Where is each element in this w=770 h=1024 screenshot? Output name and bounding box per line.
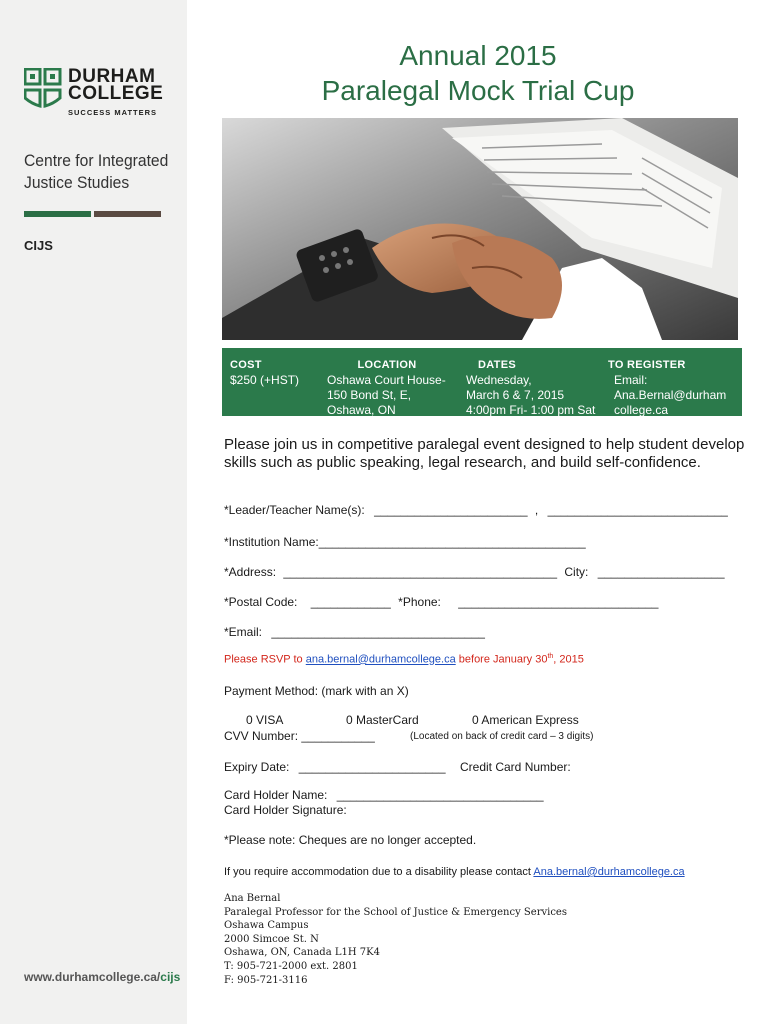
sidebar — [0, 0, 187, 1024]
centre-name-line2: Justice Studies — [24, 173, 130, 192]
postal-label: *Postal Code: — [224, 595, 298, 609]
rsvp-prefix: Please RSVP to — [224, 653, 306, 666]
institution-field[interactable] — [224, 535, 586, 549]
email-field[interactable] — [224, 625, 485, 639]
website-link[interactable] — [24, 970, 180, 984]
expiry-label: Expiry Date: — [224, 760, 290, 774]
website-accent: cijs — [160, 970, 181, 984]
contact-street: 2000 Simcoe St. N — [224, 933, 319, 945]
city-blank[interactable]: ___________________ — [597, 565, 725, 579]
handshake-photo — [222, 118, 738, 340]
register-line3[interactable]: college.ca — [614, 403, 669, 417]
location-column — [327, 358, 447, 418]
dates-column — [466, 358, 595, 418]
cvv-field[interactable]: CVV Number: ___________ — [224, 729, 375, 743]
rsvp-suffix-b: , 2015 — [553, 653, 584, 666]
location-line2: 150 Bond St, E, — [327, 388, 412, 402]
expiry-blank[interactable]: ______________________ — [298, 760, 446, 774]
centre-name-line1: Centre for Integrated — [24, 151, 169, 170]
cost-column — [230, 358, 299, 388]
postal-phone-field[interactable] — [224, 595, 658, 609]
contact-campus: Oshawa Campus — [224, 920, 309, 932]
location-line1: Oshawa Court House- — [327, 373, 446, 387]
location-heading: LOCATION — [357, 359, 417, 371]
event-info-bar — [222, 348, 742, 416]
dates-heading: DATES — [478, 359, 516, 371]
green-bar — [24, 211, 91, 217]
centre-name — [24, 150, 171, 194]
title-line1: Annual 2015 — [399, 40, 557, 71]
email-blank[interactable]: ________________________________ — [271, 625, 485, 639]
logo-name-line2: COLLEGE — [68, 83, 164, 104]
mastercard-option[interactable]: 0 MasterCard — [346, 713, 419, 727]
visa-option[interactable]: 0 VISA — [246, 713, 284, 727]
accommodation-note — [224, 866, 685, 878]
holder-name-field[interactable] — [224, 788, 544, 802]
institution-label: *Institution Name: — [224, 535, 319, 549]
holder-name-label: Card Holder Name: — [224, 788, 328, 802]
dates-line1: Wednesday, — [466, 373, 532, 387]
brown-bar — [94, 211, 161, 217]
accommodation-prefix: If you require accommodation due to a disability please contact — [224, 866, 534, 878]
intro-text: Please join us in competitive paralegal event designed to help student develop skills such as public speaking, legal research, and build self-confidence. — [224, 436, 745, 471]
expiry-field[interactable] — [224, 760, 446, 774]
dates-line3: 4:00pm Fri- 1:00 pm Sat — [466, 403, 596, 417]
register-line2[interactable]: Ana.Bernal@durham — [614, 388, 727, 402]
durham-crest-icon — [24, 68, 62, 116]
logo-name-line1: DURHAM — [68, 66, 156, 87]
rsvp-sup: th — [547, 653, 554, 660]
leader-blank-2[interactable]: ___________________________ — [547, 503, 728, 517]
cijs-label: CIJS — [24, 238, 53, 253]
leader-label: *Leader/Teacher Name(s): — [224, 503, 365, 517]
rsvp-suffix-a: before January 30 — [455, 653, 548, 666]
registration-form — [224, 436, 764, 472]
leader-field[interactable] — [224, 503, 728, 517]
title-line2: Paralegal Mock Trial Cup — [321, 75, 635, 106]
holder-signature-label[interactable]: Card Holder Signature: — [224, 803, 347, 817]
contact-name: Ana Bernal — [224, 893, 281, 904]
address-label: *Address: — [224, 565, 277, 579]
page-title — [190, 38, 766, 108]
phone-blank[interactable]: ______________________________ — [458, 595, 659, 609]
institution-blank[interactable]: ________________________________________ — [318, 535, 586, 549]
cvv-note: (Located on back of credit card – 3 digits) — [410, 731, 594, 742]
logo-tagline: SUCCESS MATTERS — [68, 108, 158, 117]
contact-title: Paralegal Professor for the School of Justice & Emergency Services — [224, 906, 567, 918]
handshake-illustration — [222, 118, 738, 340]
website-main: www.durhamcollege.ca/ — [24, 970, 161, 984]
accommodation-email-link[interactable]: Ana.bernal@durhamcollege.ca — [533, 866, 685, 878]
cost-value: $250 (+HST) — [230, 373, 300, 387]
address-blank[interactable]: _________________________________________ — [283, 565, 558, 579]
holder-name-blank[interactable]: _______________________________ — [336, 788, 544, 802]
cheques-note: *Please note: Cheques are no longer accepted. — [224, 833, 477, 847]
rsvp-email-link[interactable]: ana.bernal@durhamcollege.ca — [305, 653, 456, 666]
leader-blank-1[interactable]: _______________________ — [374, 503, 528, 517]
city-label: City: — [564, 565, 589, 579]
amex-option[interactable]: 0 American Express — [472, 713, 579, 727]
contact-city: Oshawa, ON, Canada L1H 7K4 — [224, 947, 380, 959]
leader-separator: , — [534, 503, 539, 517]
contact-fax: F: 905-721-3116 — [224, 974, 308, 986]
postal-blank[interactable]: ____________ — [310, 595, 391, 609]
location-line3: Oshawa, ON — [327, 403, 396, 417]
cost-heading: COST — [230, 359, 262, 371]
payment-method-label: Payment Method: (mark with an X) — [224, 684, 409, 698]
contact-block — [224, 892, 567, 987]
rsvp-line — [224, 653, 584, 666]
durham-college-logo — [24, 68, 174, 120]
phone-label: *Phone: — [398, 595, 441, 609]
contact-phone: T: 905-721-2000 ext. 2801 — [224, 960, 358, 972]
register-heading: TO REGISTER — [608, 359, 686, 371]
address-field[interactable] — [224, 565, 725, 579]
dates-line2: March 6 & 7, 2015 — [466, 388, 565, 402]
register-column — [608, 358, 726, 418]
card-number-label[interactable]: Credit Card Number: — [460, 760, 571, 774]
register-line1: Email: — [614, 373, 648, 387]
email-label: *Email: — [224, 625, 263, 639]
